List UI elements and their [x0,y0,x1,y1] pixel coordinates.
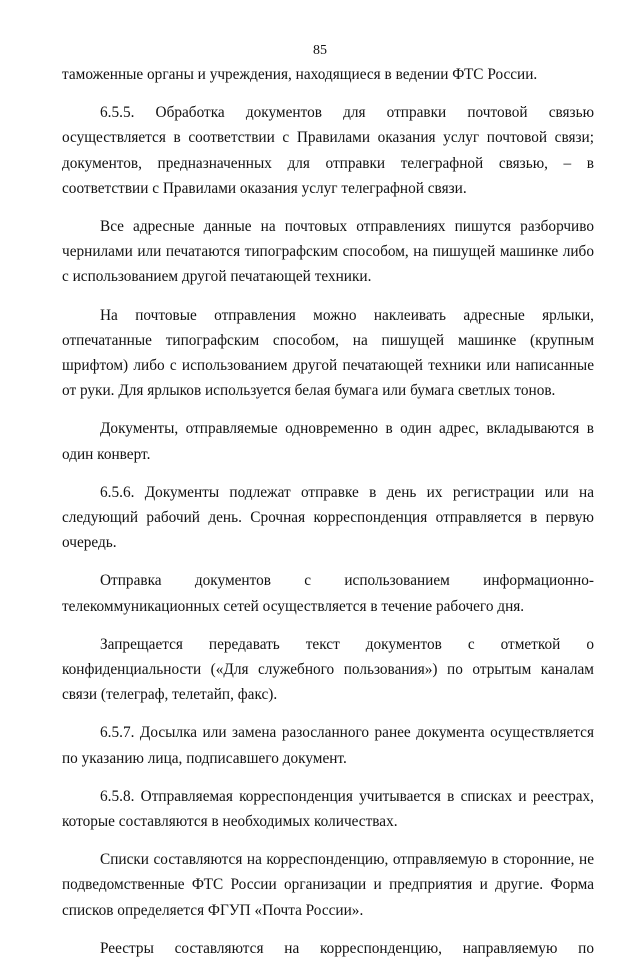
page-number: 85 [313,43,327,58]
paragraph-6-5-6: 6.5.6. Документы подлежат отправке в день их регистрации или на следующий рабочий день. Срочная корреспонденция отправляется в первую очередь. [62,483,594,552]
paragraph-continuation: таможенные органы и учреждения, находящиеся в ведении ФТС России. [62,66,538,83]
paragraph-address-data: Все адресные данные на почтовых отправлениях пишутся разборчиво чернилами или печатаются типографским способом, на пишущей машинке либо с использованием другой печатающей техники. [62,218,594,286]
paragraph-6-5-7: 6.5.7. Досылка или замена разосланного ранее документа осуществляется по указанию лица, подписавшего документ. [62,724,594,767]
paragraph-6-5-5: 6.5.5. Обработка документов для отправки почтовой связью осуществляется в соответствии с Правилами оказания услуг почтовой связи; документов, предназначенных для отправки телеграфной связью, – в соответствии с Правилами оказания услуг телеграфной связи. [62,104,594,197]
paragraph-6-5-8: 6.5.8. Отправляемая корреспонденция учитывается в списках и реестрах, которые составляются в необходимых количествах. [62,787,594,831]
paragraph-electronic-sending: Отправка документов с использованием информационно-телекоммуникационных сетей осуществляется в течение рабочего дня. [62,572,594,615]
paragraph-confidential-prohibition: Запрещается передавать текст документов с отметкой о конфиденциальности («Для служебного пользования») по отрытым каналам связи (телеграф, телетайп, факс). [62,635,594,704]
paragraph-lists: Списки составляются на корреспонденцию, отправляемую в сторонние, не подведомственные ФТС России организации и предприятия и другие. Форма списков определяется ФГУП «Почта России». [62,851,594,919]
paragraph-registers: Реестры составляются на корреспонденцию, направляемую по [100,939,594,957]
paragraph-single-envelope: Документы, отправляемые одновременно в один адрес, вкладываются в один конверт. [62,420,594,463]
document-body [62,62,594,974]
paragraph-address-labels: На почтовые отправления можно наклеивать адресные ярлыки, отпечатанные типографским способом, на пишущей машинке (крупным шрифтом) либо с использованием другой печатающей техники или написанные от руки. Для ярлыков используется белая бумага или бумага светлых тонов. [62,306,594,400]
